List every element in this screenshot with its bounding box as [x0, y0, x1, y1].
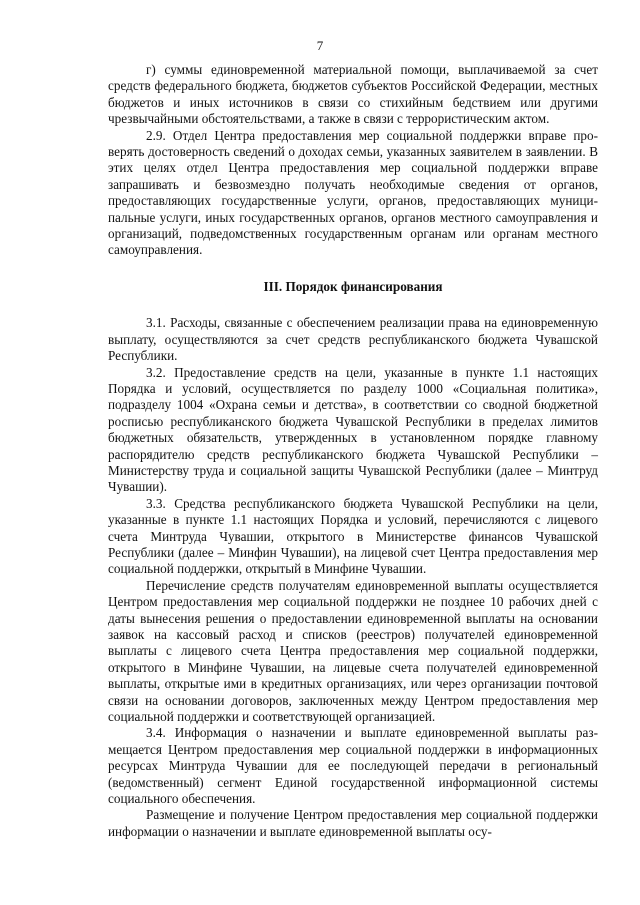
paragraph-3-3: 3.3. Средства республиканского бюджета Чувашской Республики на цели, указанные в пункте 1.1 настоящих Порядка и условий, перечисляются с лицевого счета Минтруда Чувашии, открытого в Министерстве финансов Чувашской Республики (далее – Минфин Чувашии), на лицевой счет Центра предоставления мер социальной поддержки, открытый в Минфине Чувашии.	[108, 495, 598, 577]
page-number: 7	[316, 38, 324, 53]
section-heading: III. Порядок финансирования	[263, 278, 443, 294]
paragraph-3-1: 3.1. Расходы, связанные с обеспечением реализации права на единовременную выплату, осуществляются за счет средств республиканского бюджета Чувашской Республики.	[108, 315, 598, 364]
document-body	[108, 62, 598, 840]
paragraph-3-4: 3.4. Информация о назначении и выплате единовременной выплаты размещается Центром предоставления мер социальной поддержки в информационных ресурсах Минтруда Чувашии для ее последующей передачи в региональный (ведомственный) сегмент Единой государственной информационной системы социального обеспечения.	[108, 725, 598, 807]
paragraph-3-2: 3.2. Предоставление средств на цели, указанные в пункте 1.1 настоящих Порядка и условий, осуществляется по разделу 1000 «Социальная политика», подразделу 1004 «Охрана семьи и детства», в соответствии со сводной бюджетной росписью республиканского бюджета Чувашской Республики в пределах лимитов бюджетных обязательств, утвержденных в установленном порядке главному распорядителю средств республиканского бюджета Чувашской Республики – Министерству труда и социальной защиты Чувашской Республики (далее – Минтруд Чувашии).	[108, 364, 598, 495]
paragraph-3-3-transfer: Перечисление средств получателям единовременной выплаты осуществляется Центром предоставления мер социальной поддержки не позднее 10 рабочих дней с даты вынесения решения о предоставлении единовременной выплаты на основании заявок на кассовый расход и списков (реестров) получателей единовременной выплаты с лицевого счета Центра предоставления мер социальной поддержки, открытого в Минфине Чувашии, на лицевые счета получателей единовременной выплаты, открытые ими в кредитных организациях, или через организации почтовой связи на основании договоров, заключенных между Центром предоставления мер социальной поддержки и соответствующей организацией.	[108, 577, 598, 725]
paragraph-2-8-g: г) суммы единовременной материальной помощи, выплачиваемой за счет средств федерального бюджета, бюджетов субъектов Российской Федерации, местных бюджетов и иных источников в связи со стихийным бедствием или другими чрезвычайными обстоятельствами, а также в связи с террористическим актом.	[108, 62, 598, 127]
paragraph-3-4-placement: Размещение и получение Центром предоставления мер социальной поддержки информации о назначении и выплате единовременной выплаты осу-	[108, 807, 598, 839]
paragraph-2-9: 2.9. Отдел Центра предоставления мер социальной поддержки вправе проверять достоверность сведений о доходах семьи, указанных заявителем в заявлении. В этих целях отдел Центра предоставления мер социальной поддержки вправе запрашивать и безвозмездно получать необходимые сведения от органов, предоставляющих государственные услуги, органов, предоставляющих муниципальные услуги, иных государственных органов, органов местного самоуправления и организаций, подведомственных государственным органам или органам местного самоуправления.	[108, 127, 598, 258]
